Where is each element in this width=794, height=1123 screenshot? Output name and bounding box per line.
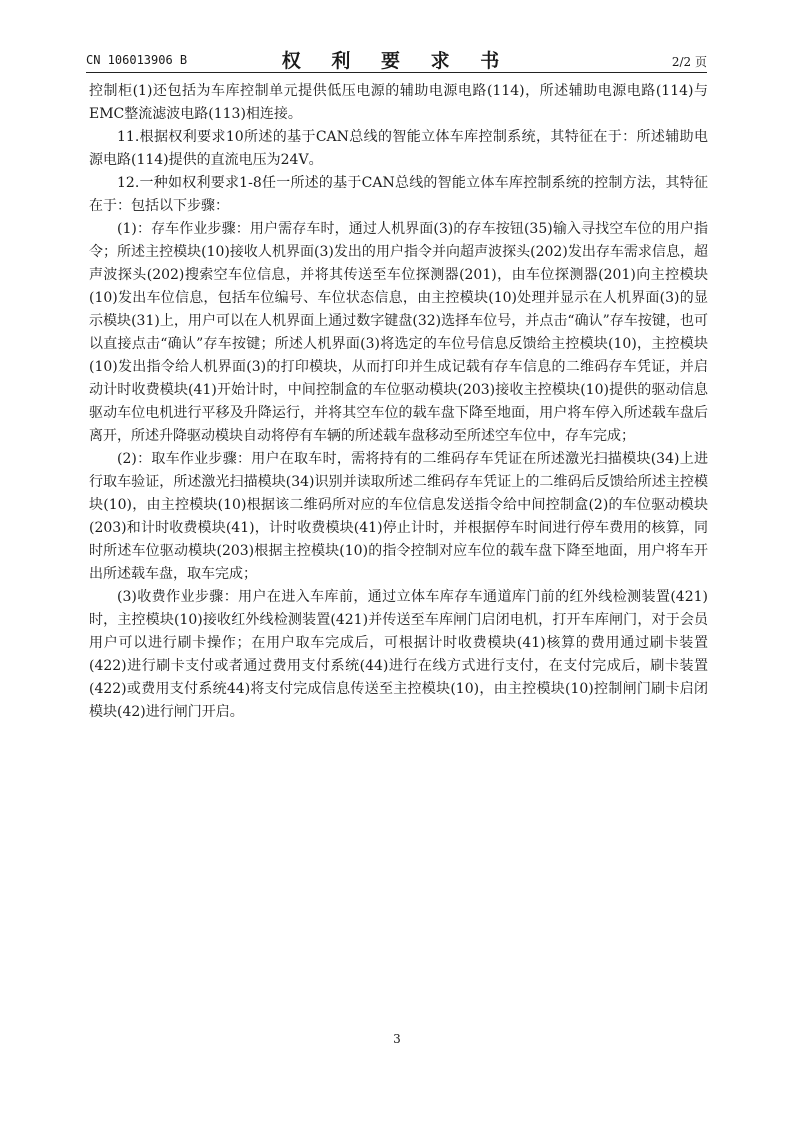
document-title: 权 利 要 求 书 bbox=[281, 50, 512, 72]
page-header bbox=[86, 46, 707, 72]
patent-number: CN 106013906 B bbox=[86, 53, 188, 67]
page-indicator: 2/2 页 bbox=[671, 55, 707, 69]
step-parking: (1)：存车作业步骤：用户需存车时，通过人机界面(3)的存车按钮(35)输入寻找空车位的用户指令；所述主控模块(10)接收人机界面(3)发出的用户指令并向超声波探头(202)发出存车需求信息，超声波探头(202)搜索空车位信息，并将其传送至车位探测器(201)，由车位探测器(201)向主控模块(10)发出车位信息，包括车位编号、车位状态信息，由主控模块(10)处理并显示在人机界面(3)的显示模块(31)上，用户可以在人机界面上通过数字键盘(32)选择车位号，并点击“确认”存车按键，也可以直接点击“确认”存车按键；所述人机界面(3)将选定的车位号信息反馈给主控模块(10)，主控模块(10)发出指令给人机界面(3)的打印模块，从而打印并生成记载有存车信息的二维码存车凭证，并启动计时收费模块(41)开始计时，中间控制盒的车位驱动模块(203)接收主控模块(10)提供的驱动信息驱动车位电机进行平移及升降运行，并将其空车位的载车盘下降至地面，用户将车停入所述载车盘后离开，所述升降驱动模块自动将停有车辆的所述载车盘移动至所述空车位中，存车完成； bbox=[89, 221, 708, 444]
claim-11: 11.根据权利要求10所述的基于CAN总线的智能立体车库控制系统，其特征在于：所述辅助电源电路(114)提供的直流电压为24V。 bbox=[89, 129, 708, 168]
claims-body bbox=[89, 80, 708, 724]
step-retrieval: (2)：取车作业步骤：用户在取车时，需将持有的二维码存车凭证在所述激光扫描模块(34)上进行取车验证，所述激光扫描模块(34)识别并读取所述二维码存车凭证上的二维码后反馈给所述主控模块(10)，由主控模块(10)根据该二维码所对应的车位信息发送指令给中间控制盒(2)的车位驱动模块(203)和计时收费模块(41)，计时收费模块(41)停止计时，并根据停车时间进行停车费用的核算，同时所述车位驱动模块(203)根据主控模块(10)的指令控制对应车位的载车盘下降至地面，用户将车开出所述载车盘，取车完成； bbox=[89, 451, 708, 582]
claim-10-continuation: 控制柜(1)还包括为车库控制单元提供低压电源的辅助电源电路(114)，所述辅助电源电路(114)与EMC整流滤波电路(113)相连接。 bbox=[89, 83, 708, 122]
header-rule bbox=[86, 72, 707, 73]
claim-12: 12.一种如权利要求1-8任一所述的基于CAN总线的智能立体车库控制系统的控制方法，其特征在于：包括以下步骤： bbox=[89, 175, 708, 214]
step-charging: (3)收费作业步骤：用户在进入车库前，通过立体车库存车通道库门前的红外线检测装置(421)时，主控模块(10)接收红外线检测装置(421)并传送至车库闸门启闭电机，打开车库闸门，对于会员用户可以进行刷卡操作；在用户取车完成后，可根据计时收费模块(41)核算的费用通过刷卡装置(422)进行刷卡支付或者通过费用支付系统(44)进行在线方式进行支付，在支付完成后，刷卡装置(422)或费用支付系统44)将支付完成信息传送至主控模块(10)，由主控模块(10)控制闸门刷卡启闭模块(42)进行闸门开启。 bbox=[89, 589, 708, 720]
page-number: 3 bbox=[393, 1032, 401, 1046]
